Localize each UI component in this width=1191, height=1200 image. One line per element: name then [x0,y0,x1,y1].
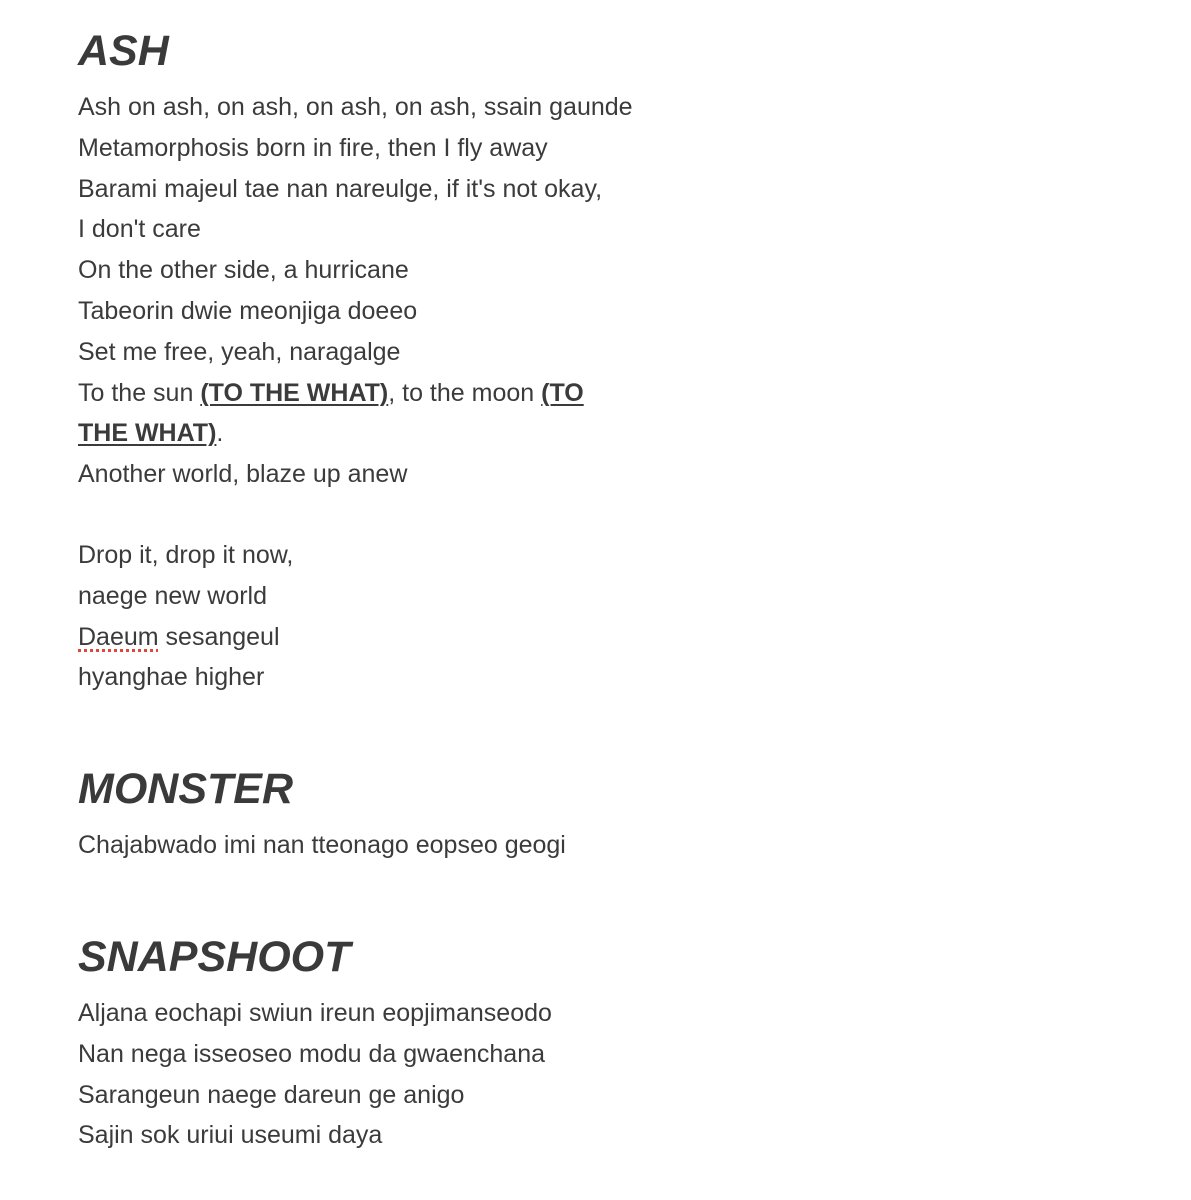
lyric-line-daeum [78,617,293,658]
lyric-line: Tabeorin dwie meonjiga doeeo [78,296,418,325]
lyric-line: Sarangeun naege dareun ge anigo [78,1080,465,1109]
lyric-line: Ash on ash, on ash, on ash, on ash, ssain gaunde [78,93,633,121]
lyric-line-sun-moon [78,373,633,414]
monster-lyrics [78,825,566,866]
misspelled-word[interactable]: Daeum [78,622,159,651]
ash-lyrics [78,87,633,495]
section-title-snapshoot: SNAPSHOOT [78,933,351,981]
section-title-monster: MONSTER [78,765,293,813]
lyric-text: , to the moon [388,378,542,407]
ash-lyrics-drop [78,535,293,698]
lyric-line: Metamorphosis born in fire, then I fly away [78,133,548,162]
emphasis-text: (TO THE WHAT) [200,378,389,407]
lyric-line: I don't care [78,215,201,244]
lyric-line: Aljana eochapi swiun ireun eopjimanseodo [78,999,552,1027]
lyric-line: Drop it, drop it now, [78,541,294,569]
emphasis-text: THE WHAT) [78,419,217,448]
lyric-text: To the sun [78,378,201,407]
lyric-line: Chajabwado imi nan tteonago eopseo geogi [78,831,566,859]
lyric-line: Nan nega isseoseo modu da gwaenchana [78,1039,546,1068]
lyric-text: sesangeul [158,622,280,651]
lyric-line: On the other side, a hurricane [78,256,409,285]
emphasis-text: (TO [541,378,584,407]
lyric-line: Set me free, yeah, naragalge [78,337,401,366]
lyric-line: Another world, blaze up anew [78,460,408,489]
lyric-line-the-what [78,413,633,454]
lyric-line: hyanghae higher [78,663,265,692]
lyric-line: Barami majeul tae nan nareulge, if it's not okay, [78,174,603,203]
snapshoot-lyrics [78,993,552,1156]
lyric-line: naege new world [78,581,268,610]
section-title-ash: ASH [78,27,169,75]
lyric-line: Sajin sok uriui useumi daya [78,1121,383,1150]
lyric-text: . [216,419,224,448]
